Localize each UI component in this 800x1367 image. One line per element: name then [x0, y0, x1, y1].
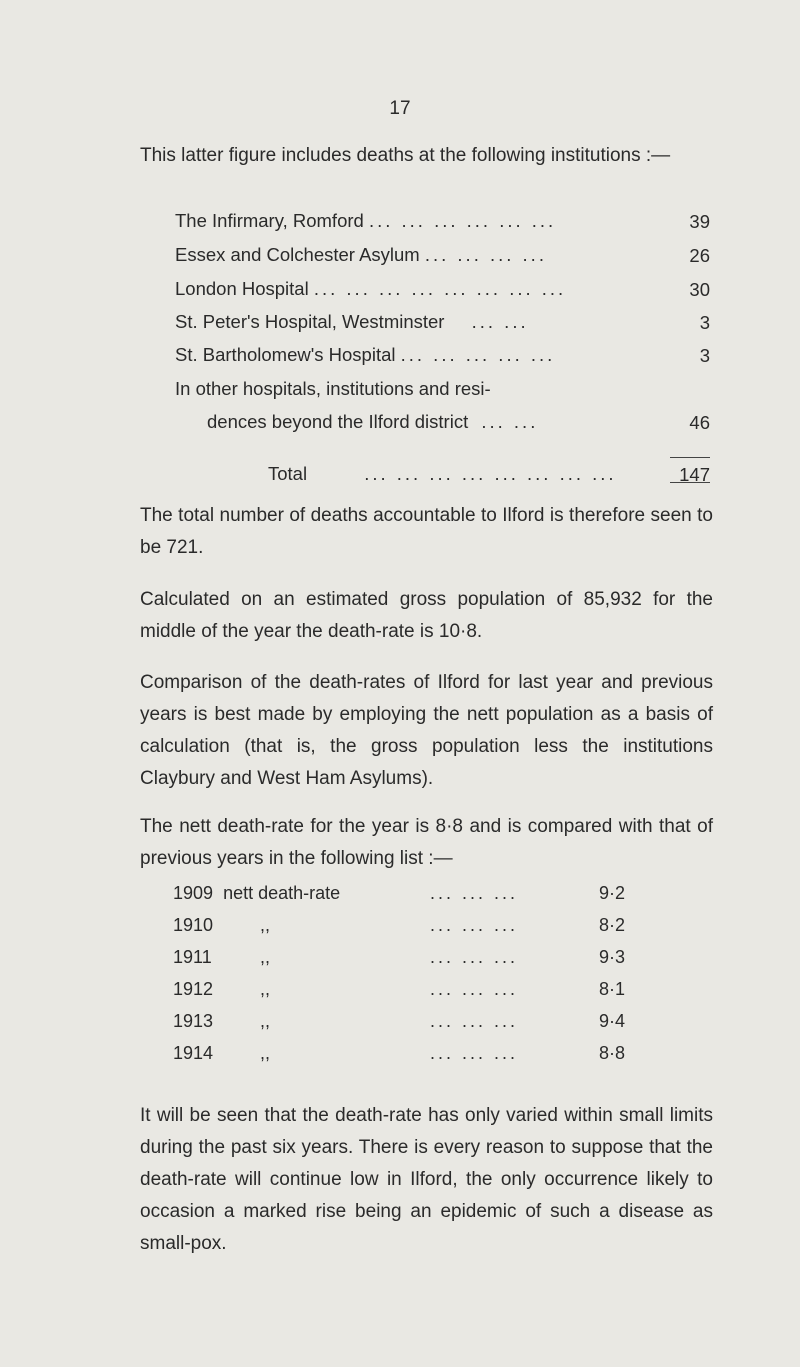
total-label: Total: [268, 463, 308, 484]
institution-row-4: [175, 311, 529, 333]
leader-dots: ... ...: [471, 311, 529, 332]
leader-dots: ... ... ... ... ... ... ... ...: [313, 278, 567, 299]
leader-dots: ... ... ... ... ... ... ... ...: [364, 463, 617, 484]
institution-value: 46: [689, 412, 710, 433]
rate-value: 9·4: [598, 1011, 625, 1031]
institution-value: 3: [699, 345, 710, 366]
leader-dots: ... ... ... ... ...: [400, 344, 556, 365]
institution-name: St. Bartholomew's Hospital: [175, 344, 396, 365]
total-value: 147: [679, 464, 710, 485]
rate-year: 1914: [173, 1043, 214, 1063]
institution-row-2: [175, 244, 547, 266]
leader-dots: ... ... ...: [430, 947, 519, 967]
total-rule-bottom: [670, 482, 710, 483]
leader-dots: ... ...: [481, 411, 539, 432]
institution-row-1: [175, 210, 556, 232]
intro-paragraph: This latter figure includes deaths at the following institutions :—: [140, 145, 671, 166]
leader-dots: ... ... ...: [430, 883, 519, 903]
institution-row-3: [175, 278, 566, 300]
institution-other-line1: In other hospitals, institutions and resi-: [175, 378, 491, 399]
leader-dots: ... ... ...: [430, 1043, 519, 1063]
total-rule-top: [670, 457, 710, 458]
rate-row-1912: [173, 979, 271, 1000]
institution-value: 30: [689, 279, 710, 300]
rate-value: 9·2: [598, 883, 625, 903]
rate-year: 1912: [173, 979, 214, 999]
institution-name: The Infirmary, Romford: [175, 210, 364, 231]
rate-row-1913: [173, 1011, 271, 1032]
institution-name: London Hospital: [175, 278, 309, 299]
institution-other-line2: [207, 411, 538, 433]
rate-label: nett death-rate: [223, 883, 341, 903]
leader-dots: ... ... ...: [430, 979, 519, 999]
paragraph-conclusion: It will be seen that the death-rate has only varied within small limits during the past six years. There is every reason to suppose that the death-rate will continue low in Ilford, the only occurrence likely to occasion a marked rise being an epidemic of such a disease as small-pox.: [140, 1105, 713, 1254]
institution-value: 26: [689, 245, 710, 266]
ditto-mark: ,,: [260, 947, 271, 967]
ditto-mark: ,,: [260, 915, 271, 935]
rate-value: 9·3: [598, 947, 625, 967]
paragraph-nett-rate: The nett death-rate for the year is 8·8 and is compared with that of previous years in the following list :—: [140, 816, 713, 869]
rate-row-1911: [173, 947, 271, 968]
ditto-mark: ,,: [260, 1043, 271, 1063]
rate-value: 8·8: [598, 1043, 625, 1063]
ditto-mark: ,,: [260, 979, 271, 999]
rate-year: 1910: [173, 915, 214, 935]
rate-year: 1911: [173, 947, 212, 967]
paragraph-calculated: Calculated on an estimated gross population of 85,932 for the middle of the year the death-rate is 10·8.: [140, 589, 713, 642]
institution-row-5: [175, 344, 555, 366]
institution-value: 39: [689, 211, 710, 232]
rate-row-1914: [173, 1043, 271, 1064]
rate-year: 1909: [173, 883, 214, 903]
rate-row-1909: [173, 883, 340, 904]
paragraph-total-deaths: The total number of deaths accountable to Ilford is therefore seen to be 721.: [140, 505, 713, 558]
paragraph-comparison: Comparison of the death-rates of Ilford for last year and previous years is best made by employing the nett population as a basis of calculation (that is, the gross population less the institutions Claybury and West Ham Asylums).: [140, 672, 713, 789]
institution-name: Essex and Colchester Asylum: [175, 244, 420, 265]
rate-year: 1913: [173, 1011, 214, 1031]
rate-row-1910: [173, 915, 271, 936]
leader-dots: ... ... ...: [430, 1011, 519, 1031]
ditto-mark: ,,: [260, 1011, 271, 1031]
page-number: 17: [389, 98, 411, 119]
leader-dots: ... ... ...: [430, 915, 519, 935]
rate-value: 8·1: [598, 979, 625, 999]
total-row: [268, 463, 617, 485]
leader-dots: ... ... ... ...: [424, 244, 547, 265]
institution-name: St. Peter's Hospital, Westminster: [175, 311, 445, 332]
rate-value: 8·2: [598, 915, 625, 935]
institution-name: dences beyond the Ilford district: [207, 411, 469, 432]
leader-dots: ... ... ... ... ... ...: [368, 210, 557, 231]
institution-value: 3: [699, 312, 710, 333]
